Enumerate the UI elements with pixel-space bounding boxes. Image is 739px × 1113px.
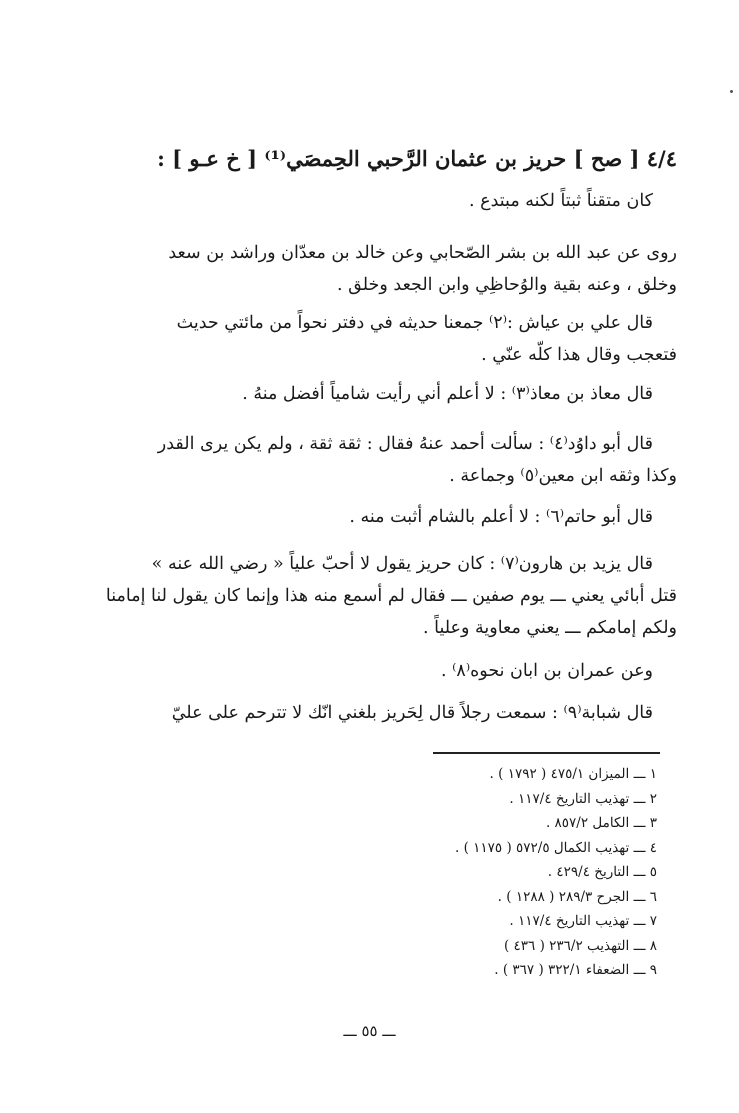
paragraph xyxy=(65,697,677,729)
paragraph xyxy=(65,185,677,217)
text-line: وعن عمران بن ابان نحوه⁽٨⁾ . xyxy=(440,661,653,681)
footnote-item: ٧ ـــ تهذيب التاريخ ١١٧/٤ . xyxy=(509,913,657,929)
footnotes xyxy=(257,762,657,983)
footnote-item: ٦ ـــ الجرح ٢٨٩/٣ ( ١٢٨٨ ) . xyxy=(497,888,657,905)
paragraph xyxy=(65,655,677,687)
paragraph xyxy=(65,548,677,644)
paragraph xyxy=(65,237,677,301)
paragraph xyxy=(65,501,677,533)
footnote-item: ٢ ـــ تهذيب التاريخ ١١٧/٤ . xyxy=(509,790,657,807)
text-line: وخلق ، وعنه بقية والوُحاظِي وابن الجعد وخلق . xyxy=(337,275,677,295)
footnote-item: ١ ـــ الميزان ٤٧٥/١ ( ١٧٩٢ ) . xyxy=(489,766,657,782)
text-line: كان متقناً ثبتاً لكنه مبتدع . xyxy=(469,191,653,211)
text-line: فتعجب وقال هذا كلّه عنّي . xyxy=(481,345,677,365)
footnote-item: ٥ ـــ التاريخ ٤٢٩/٤ . xyxy=(547,864,657,880)
text-line: وكذا وثقه ابن معين⁽٥⁾ وجماعة . xyxy=(449,466,677,486)
scan-speck xyxy=(730,90,733,93)
footnote-item: ٨ ـــ التهذيب ٢٣٦/٢ ( ٤٣٦ ) xyxy=(503,937,657,954)
footnote-item: ٤ ـــ تهذيب الكمال ٥٧٢/٥ ( ١١٧٥ ) . xyxy=(455,839,657,856)
text-line: روى عن عبد الله بن بشر الصّحابي وعن خالد بن معدّان وراشد بن سعد xyxy=(168,243,677,263)
footnote-item: ٣ ـــ الكامل ٨٥٧/٢ . xyxy=(545,815,657,831)
text-line: قتل أبائي يعني ـــ يوم صفين ـــ فقال لم أسمع منه هذا وإنما كان يقول لنا إمامنا xyxy=(105,586,677,606)
paragraph xyxy=(65,378,677,410)
footnote-divider xyxy=(433,752,660,754)
text-line: قال يزيد بن هارون⁽٧⁾ : كان حريز يقول لا أحبّ علياً « رضي الله عنه » xyxy=(151,554,653,574)
text-line: قال شبابة⁽٩⁾ : سمعت رجلاً قال لِحَريز بلغني انّك لا تترحم على عليّ xyxy=(171,703,653,723)
text-line: قال معاذ بن معاذ⁽٣⁾ : لا أعلم أني رأيت شامياً أفضل منهُ . xyxy=(242,384,653,404)
paragraph xyxy=(65,428,677,492)
text-line: قال علي بن عياش :⁽٢⁾ جمعنا حديثه في دفتر نحواً من مائتي حديث xyxy=(176,313,653,333)
footnote-item: ٩ ـــ الضعفاء ٣٢٢/١ ( ٣٦٧ ) . xyxy=(494,962,657,978)
text-line: قال أبو حاتم⁽٦⁾ : لا أعلم بالشام أثبت منه . xyxy=(349,507,653,527)
text-line: ولكم إمامكم ـــ يعني معاوية وعلياً . xyxy=(423,618,677,638)
text-line: قال أبو داوُد⁽٤⁾ : سألت أحمد عنهُ فقال : ثقة ثقة ، ولم يكن يرى القدر xyxy=(157,434,653,454)
page-number: ـــ ٥٥ ـــ xyxy=(343,1022,396,1040)
paragraph xyxy=(65,307,677,371)
entry-title: [ صح ] حريز بن عثمان الرَّحبي الحِمصَي⁽¹⁾ [ خ عـو ] : xyxy=(157,146,640,171)
entry-number: ٤/٤ xyxy=(646,146,677,171)
entry-heading xyxy=(65,142,677,176)
